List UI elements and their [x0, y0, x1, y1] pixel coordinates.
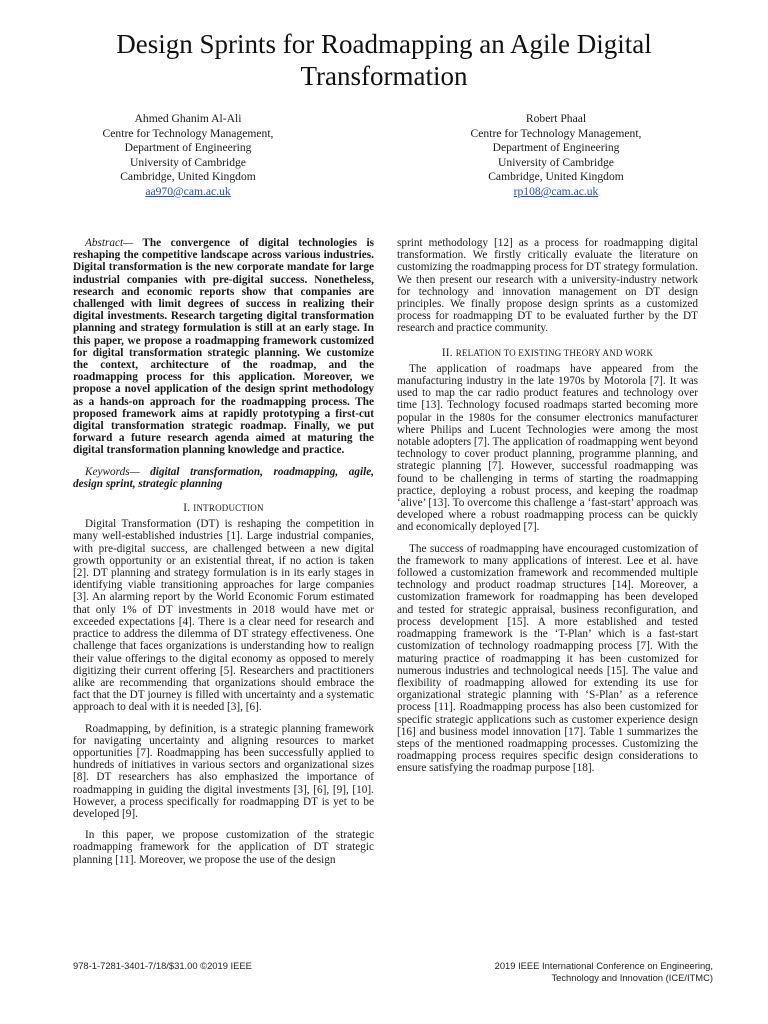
- abstract-text: The convergence of digital technologies is reshaping the competitive landscape across various industries. Digital transformation is the new corporate mandate for large industrial companies with pre-digital success. Nonetheless, research and economic reports show that companies are challenged with limit degrees of success in realizing their digital investments. Research targeting digital transformation planning and strategy formulation is still at an early stage. In this paper, we propose a roadmapping framework customized for digital transformation strategic planning. We customize the context, architecture of the roadmap, and the roadmapping process for this application. Moreover, we propose a novel application of the design sprint methodology as a hands-on approach for the roadmapping process. The proposed framework aims at rapidly prototyping a first-cut digital transformation strategic roadmap. Finally, we put forward a future research agenda aimed at maturing the digital transformation planning knowledge and practice.: [73, 237, 374, 457]
- paragraph: In this paper, we propose customization of the strategic roadmapping framework for the application of DT strategic planning [11]. Moreover, we propose the use of the design: [73, 829, 374, 866]
- section-heading-introduction: [73, 502, 374, 514]
- author-department: Department of Engineering: [492, 141, 620, 155]
- author-email-link[interactable]: rp108@cam.ac.uk: [513, 184, 599, 198]
- author-city: Cambridge, United Kingdom: [488, 170, 624, 184]
- paragraph-continuation: sprint methodology [12] as a process for roadmapping digital transformation. We firstly critically evaluate the literature on customizing the roadmapping process for DT strategy formulation. We then present our research with a university-industry network for technology and innovation management on DT design principles. We finally propose design sprints as a customized process for roadmapping DT to be evaluated further by the DT research and practice community.: [397, 237, 698, 335]
- keywords-text: digital transformation, roadmapping, agile, design sprint, strategic planning: [73, 465, 374, 490]
- author-university: University of Cambridge: [498, 155, 614, 169]
- author-university: University of Cambridge: [130, 155, 246, 169]
- footer-conference-line1: 2019 IEEE International Conference on Engineering,: [494, 960, 713, 971]
- section-title: INTRODUCTION: [193, 503, 264, 514]
- abstract: [73, 237, 374, 457]
- abstract-label: Abstract—: [85, 237, 134, 249]
- right-column: [397, 237, 698, 775]
- footer-conference-line2: Technology and Innovation (ICE/ITMC): [551, 972, 713, 983]
- left-column: [73, 237, 374, 866]
- paragraph: The application of roadmaps have appeared from the manufacturing industry in the late 1970s by Motorola [7]. It was used to map the car radio product features and technology over time [13]. Technology focused roadmaps started becoming more popular in the 1980s for the consumer electronics manufacturer where Philips and Lucent Technologies were among the most notable adopters [7]. The application of roadmapping went beyond technology to cover product planning, programme planning, and strategic planning [7]. However, successful roadmapping was found to be challenging in terms of starting the roadmapping practice, deploying a robust process, and keeping the roadmap ‘alive’ [13]. To overcome this challenge a ‘fast-start’ approach was developed where a robust roadmapping process can be quickly and economically deployed [7].: [397, 362, 698, 534]
- section-title: RELATION TO EXISTING THEORY AND WORK: [455, 347, 654, 358]
- keywords: [73, 466, 374, 490]
- author-department: Department of Engineering: [124, 141, 252, 155]
- keywords-label: Keywords—: [85, 465, 140, 478]
- footer-conference: [495, 960, 713, 984]
- section-number: I.: [183, 502, 191, 515]
- author-block-1: [38, 112, 338, 200]
- paragraph: The success of roadmapping have encouraged customization of the framework to many applications of interest. Lee et al. have followed a customization framework and recommended multiple technology and product roadmap structures [14]. Moreover, a customization framework for roadmapping has been developed and tested for strategic appraisal, business reconfiguration, and process development [15]. A more established and tested roadmapping framework is the ‘T-Plan’ which is a fast-start customization of technology roadmapping process [7]. With the maturing practice of roadmapping it has been customized for numerous industries and technological needs [15]. The value and flexibility of roadmapping allowed for extending its use for organizational strategic planning with ‘S-Plan’ as a reference process [11]. Roadmapping process has also been customized for specific strategic applications such as customer experience design [16] and business model innovation [17]. Table 1 summarizes the steps of the mentioned roadmapping processes. Customizing the roadmapping process requires specific design considerations to ensure satisfying the roadmap purpose [18].: [397, 542, 698, 775]
- author-city: Cambridge, United Kingdom: [120, 170, 256, 184]
- paragraph: Digital Transformation (DT) is reshaping the competition in many well-established industries [1]. Large industrial companies, with pre-digital success, are challenged between a new digital growth opportunity or an existential threat, if no action is taken [2]. DT planning and strategy formulation is in its early stages in identifying viable transitioning approaches for large companies [3]. An alarming report by the World Economic Forum estimated that only 1% of DT investments in 2018 would have met or exceeded expectations [4]. There is a clear need for research and practice to address the dilemma of DT strategy effectiveness. One challenge that faces organizations is understanding how to realign their value offerings to the digital economy as opposed to merely digitizing their current offering [5]. Researchers and practitioners alike are recommending that organizations should embrace the fact that the DT journey is filled with uncertainty and a systematic approach to deal with it is needed [3], [6].: [73, 518, 374, 714]
- author-block-2: [406, 112, 706, 200]
- author-centre: Centre for Technology Management,: [470, 126, 642, 140]
- author-name: Ahmed Ghanim Al-Ali: [134, 112, 242, 125]
- author-centre: Centre for Technology Management,: [102, 126, 274, 140]
- author-email-link[interactable]: aa970@cam.ac.uk: [145, 184, 231, 198]
- author-name: Robert Phaal: [525, 112, 587, 125]
- section-number: II.: [441, 346, 453, 359]
- footer-copyright: 978-1-7281-3401-7/18/$31.00 ©2019 IEEE: [73, 960, 252, 971]
- section-heading-related-work: [397, 347, 698, 359]
- paper-title: Design Sprints for Roadmapping an Agile Digital Transformation: [116, 29, 652, 91]
- paragraph: Roadmapping, by definition, is a strategic planning framework for navigating uncertainty and aligning resources to market opportunities [7]. Roadmapping has been successfully applied to hundreds of initiatives in various sectors and organizational sizes [8]. DT researchers has also emphasized the importance of roadmapping in guiding the digital investments [3], [6], [9], [10]. However, a process specifically for roadmapping DT is yet to be developed [9].: [73, 722, 374, 820]
